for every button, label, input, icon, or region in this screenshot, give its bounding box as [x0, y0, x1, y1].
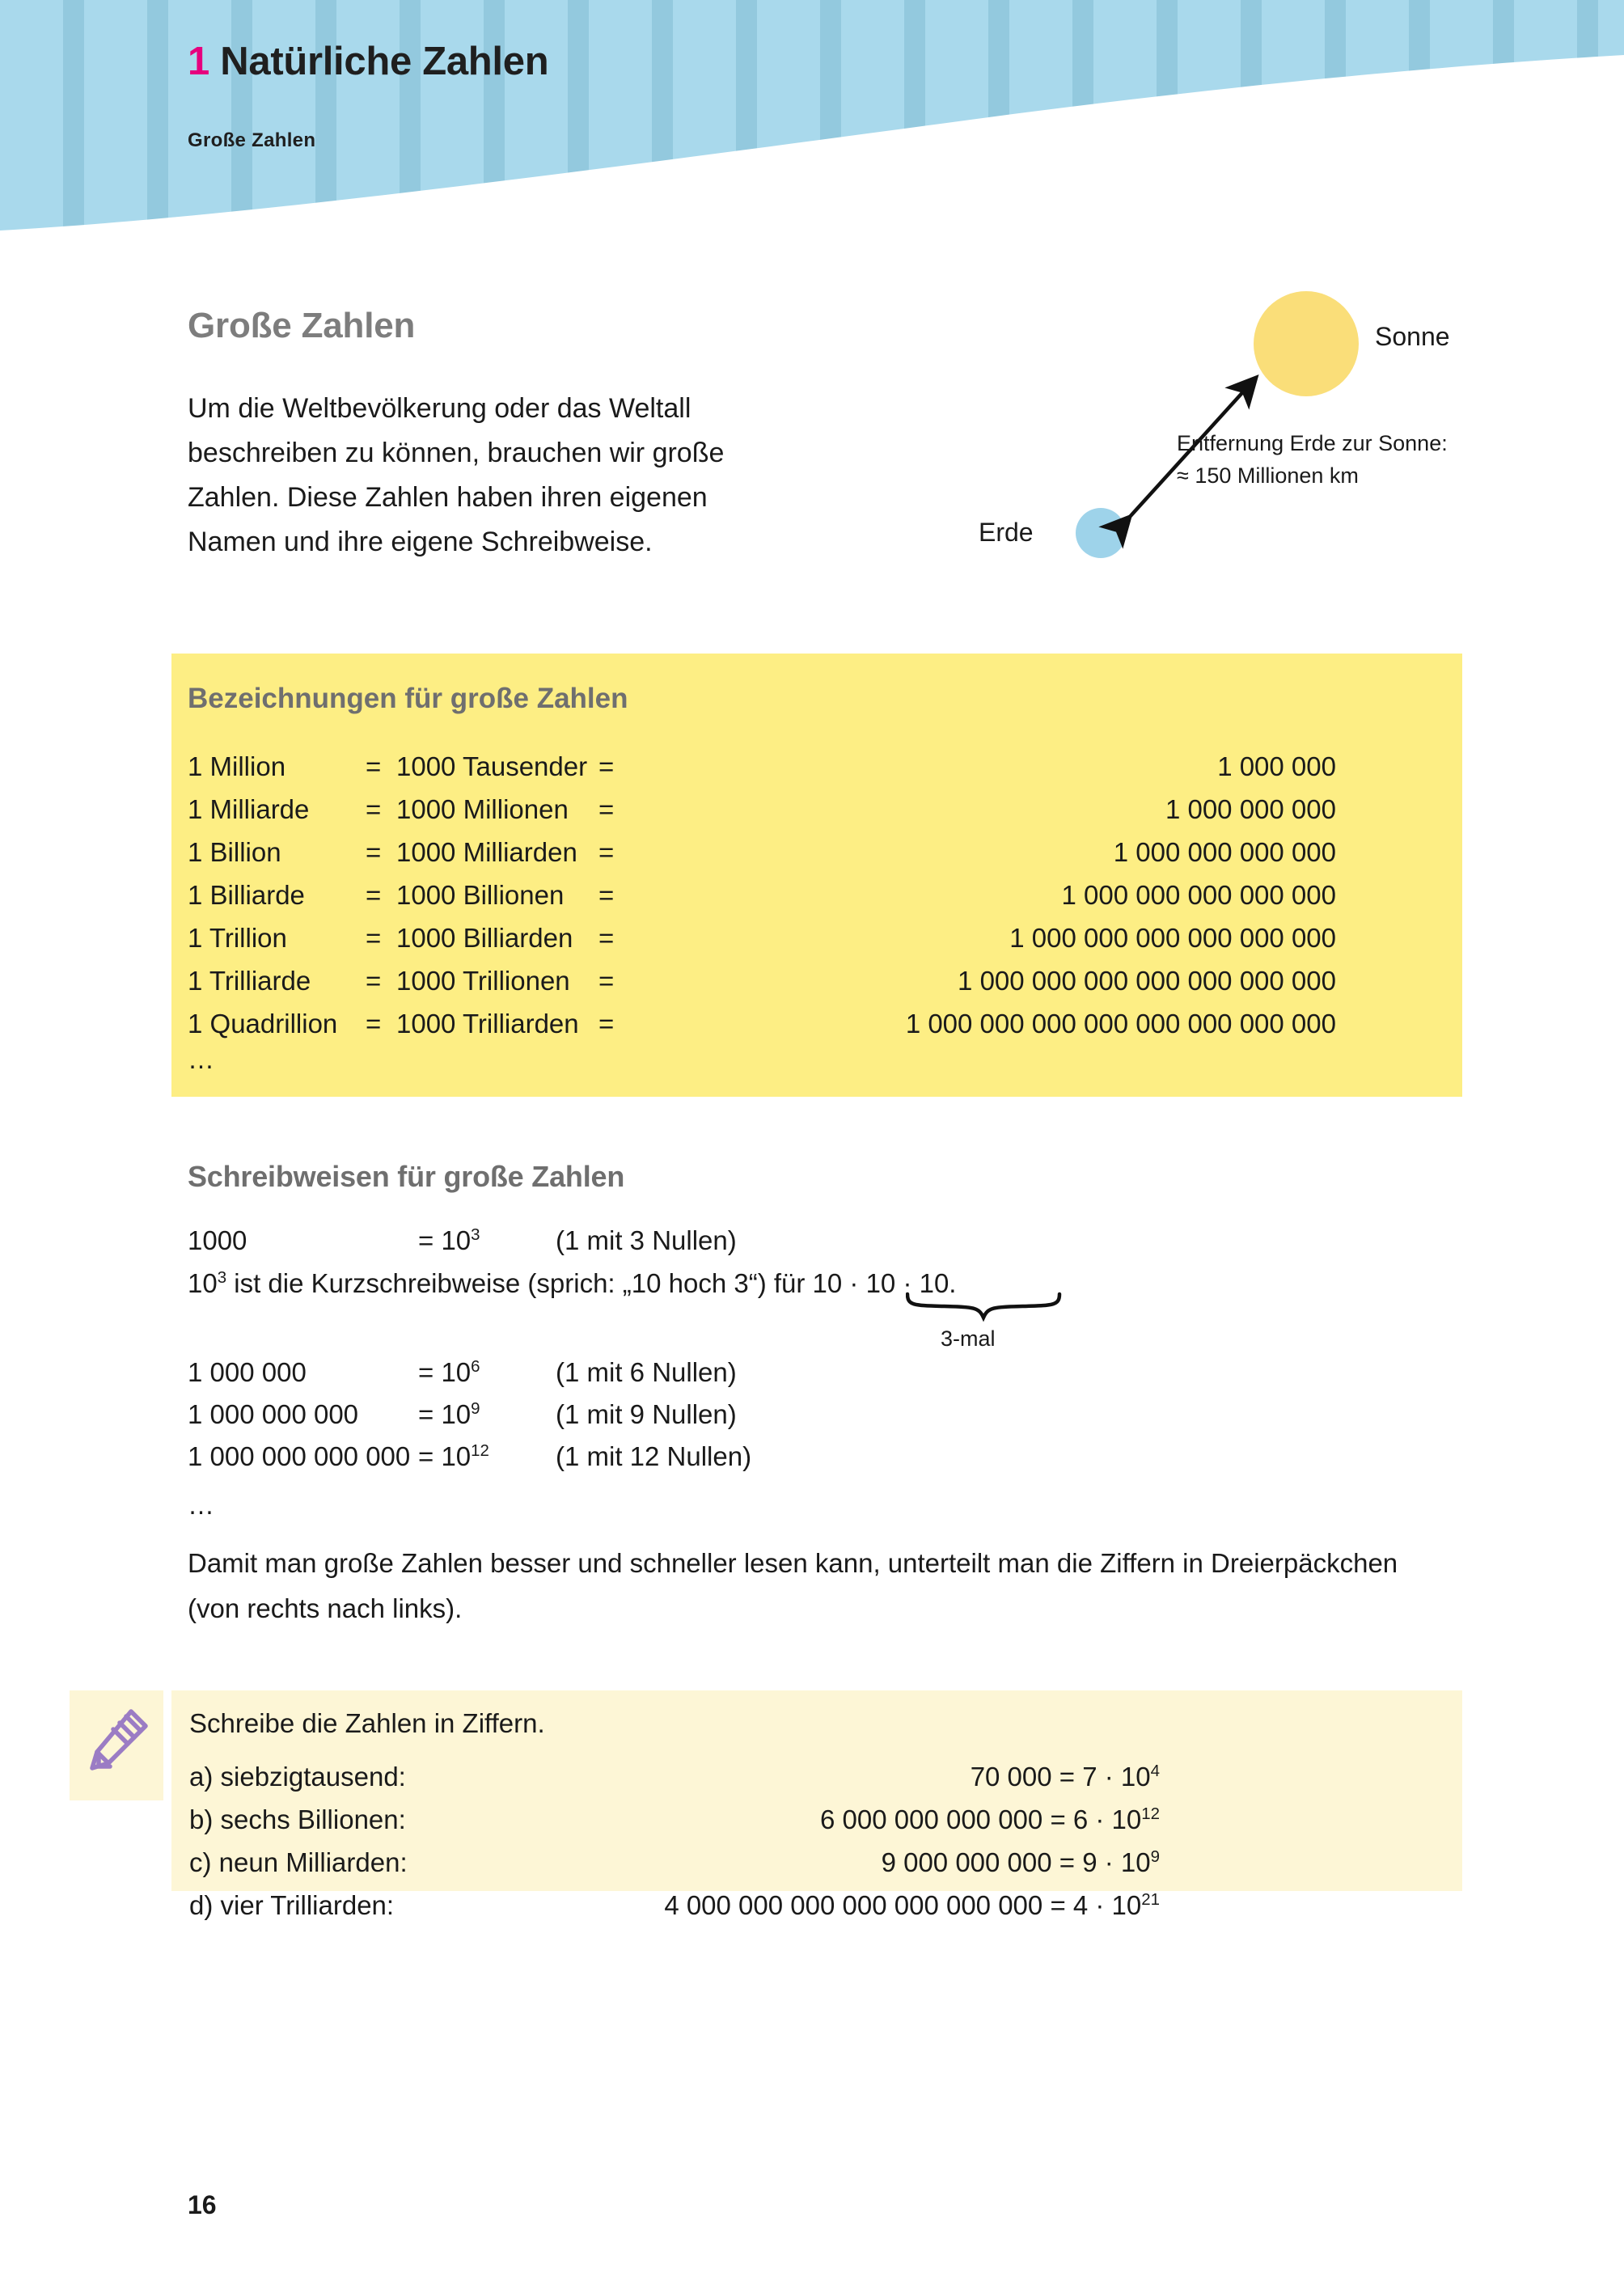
- bignum-equals: =: [598, 965, 615, 996]
- bignum-middle: 1000 Milliarden: [396, 836, 577, 867]
- exercise-exponent: 21: [1141, 1889, 1160, 1909]
- exercise-item-label: c) neun Milliarden:: [189, 1847, 408, 1877]
- power-note: (1 mit 3 Nullen): [556, 1225, 737, 1255]
- bignum-middle: 1000 Billiarden: [396, 922, 573, 953]
- pencil-icon: [81, 1705, 152, 1786]
- bignum-equals: =: [366, 836, 382, 867]
- exercise-item-answer: [432, 1841, 1160, 1884]
- power-note: (1 mit 9 Nullen): [556, 1399, 737, 1429]
- power-expression: [418, 1399, 480, 1430]
- exercise-number: 6 000 000 000 000: [820, 1804, 1043, 1834]
- kurz-rest: ist die Kurzschreibweise (sprich: „10 hoch 3“) für: [226, 1268, 813, 1298]
- power-value: 1 000 000 000 000: [188, 1441, 411, 1471]
- power-note: (1 mit 6 Nullen): [556, 1357, 737, 1387]
- exercise-icon-badge: [70, 1690, 163, 1800]
- bignum-name: 1 Million: [188, 751, 286, 781]
- chapter-number: 1: [188, 40, 209, 83]
- bignum-equals: =: [598, 922, 615, 953]
- header-subtitle: Große Zahlen: [188, 129, 316, 151]
- bignum-name: 1 Trilliarde: [188, 965, 311, 996]
- table-row: [188, 959, 1433, 1002]
- bignum-name: 1 Milliarde: [188, 793, 310, 824]
- bignum-equals: =: [366, 922, 382, 953]
- bignum-equals: =: [598, 793, 615, 824]
- power-value: 1 000 000: [188, 1357, 307, 1387]
- bignum-name: 1 Trillion: [188, 922, 287, 953]
- bignum-name: 1 Billion: [188, 836, 281, 867]
- distance-caption: [1177, 427, 1516, 492]
- bignum-digits: 1 000 000 000 000 000 000: [1009, 922, 1336, 953]
- exercise-equals: = 9 · 10: [1059, 1847, 1151, 1877]
- exercise-prompt: Schreibe die Zahlen in Ziffern.: [189, 1708, 545, 1738]
- kurz-exponent: 3: [217, 1268, 227, 1287]
- bignum-digits: 1 000 000 000 000 000: [1061, 879, 1336, 910]
- page-header-banner: [0, 0, 1624, 243]
- bignum-digits: 1 000 000 000 000 000 000 000: [958, 965, 1336, 996]
- exercise-equals: = 6 · 10: [1050, 1804, 1142, 1834]
- sun-label: Sonne: [1375, 322, 1450, 351]
- power-expression: [418, 1441, 489, 1472]
- power-base: = 10: [418, 1441, 472, 1471]
- distance-caption-line1: Entfernung Erde zur Sonne:: [1177, 431, 1448, 455]
- exercise-exponent: 9: [1150, 1847, 1160, 1866]
- dreierpaeckchen-paragraph: Damit man große Zahlen besser und schneller lesen kann, unterteilt man die Ziffern in Dreierpäckchen (von rechts nach links).: [188, 1548, 1398, 1623]
- power-value: 1000: [188, 1225, 247, 1255]
- power-expression: = $10^3$: [418, 1225, 480, 1255]
- exercise-equals: = 7 · 10: [1059, 1761, 1151, 1792]
- table-row: [188, 1002, 1433, 1045]
- exercise-number: 4 000 000 000 000 000 000 000: [664, 1889, 1043, 1920]
- exercise-item-answer: [432, 1755, 1160, 1798]
- bignum-equals: =: [366, 751, 382, 781]
- power-expression: [418, 1357, 480, 1388]
- power-notation-first-row-group: [188, 1225, 1158, 1267]
- bignum-name: 1 Quadrillion: [188, 1008, 338, 1039]
- distance-caption-line2: ≈ 150 Millionen km: [1177, 463, 1359, 488]
- table-row: [188, 874, 1433, 916]
- exercise-equals: = 4 · 10: [1050, 1889, 1142, 1920]
- exercise-exponent: 4: [1150, 1761, 1160, 1780]
- bignum-equals: =: [598, 879, 615, 910]
- table-row: [188, 916, 1433, 959]
- bignum-equals: =: [366, 879, 382, 910]
- earth-label: Erde: [979, 518, 1034, 547]
- bignum-digits: 1 000 000 000 000 000 000 000 000: [905, 1008, 1336, 1039]
- bignum-name: 1 Billiarde: [188, 879, 305, 910]
- list-item: [189, 1755, 1160, 1798]
- exercise-item-label: a) siebzigtausend:: [189, 1761, 406, 1792]
- page-number: 16: [188, 2190, 217, 2219]
- table-row: [188, 831, 1433, 874]
- power-exponent: 12: [471, 1441, 489, 1460]
- sun-earth-diagram: [890, 275, 1537, 599]
- power-row: [188, 1441, 1158, 1483]
- list-item: [189, 1884, 1160, 1927]
- table-row: [188, 788, 1433, 831]
- power-value: 1 000 000 000: [188, 1399, 359, 1429]
- table-row: [188, 745, 1433, 788]
- section-heading-grosse-zahlen: Große Zahlen: [188, 306, 416, 345]
- section-heading-schreibweisen: Schreibweisen für große Zahlen: [188, 1160, 625, 1193]
- definition-box-title: Bezeichnungen für große Zahlen: [188, 683, 628, 714]
- list-item: [189, 1798, 1160, 1841]
- power-row: [188, 1225, 1158, 1267]
- definition-box-ellipsis: …: [188, 1044, 217, 1074]
- bignum-middle: 1000 Trilliarden: [396, 1008, 579, 1039]
- chapter-title-text: Natürliche Zahlen: [220, 40, 549, 83]
- brace-label: 3-mal: [941, 1326, 996, 1351]
- bignum-equals: =: [598, 751, 615, 781]
- power-base: = 10: [418, 1399, 472, 1429]
- bignum-equals: =: [366, 1008, 382, 1039]
- power-note: (1 mit 12 Nullen): [556, 1441, 752, 1471]
- bignum-equals: =: [598, 836, 615, 867]
- exercise-number: 9 000 000 000: [881, 1847, 1052, 1877]
- exercise-exponent: 12: [1141, 1804, 1160, 1823]
- power-exponent: 3: [471, 1225, 480, 1244]
- power-exponent: 9: [471, 1399, 480, 1418]
- power-row: [188, 1399, 1158, 1441]
- big-number-names-table: [188, 745, 1433, 1045]
- exercise-item-answer: [432, 1798, 1160, 1841]
- power-base: = 10: [418, 1357, 472, 1387]
- exercise-item-label: d) vier Trilliarden:: [189, 1889, 395, 1920]
- exercise-answers-table: [189, 1755, 1160, 1927]
- exercise-item-answer: [432, 1884, 1160, 1927]
- bignum-digits: 1 000 000: [1217, 751, 1336, 781]
- intro-paragraph: Um die Weltbevölkerung oder das Weltall beschreiben zu können, brauchen wir große Zahlen. Diese Zahlen haben ihren eigenen Namen und ihre eigene Schreibweise.: [188, 393, 725, 557]
- bignum-middle: 1000 Millionen: [396, 793, 569, 824]
- exercise-item-label: b) sechs Billionen:: [189, 1804, 406, 1834]
- bignum-digits: 1 000 000 000: [1165, 793, 1336, 824]
- power-exponent: 6: [471, 1357, 480, 1376]
- bignum-equals: =: [366, 965, 382, 996]
- bignum-middle: 1000 Billionen: [396, 879, 565, 910]
- header-curve-mask: [0, 0, 1624, 243]
- power-row: [188, 1357, 1158, 1399]
- bignum-equals: =: [598, 1008, 615, 1039]
- kurzschreibweise-explanation: [188, 1268, 1320, 1299]
- bignum-middle: 1000 Tausender: [396, 751, 588, 781]
- bignum-middle: 1000 Trillionen: [396, 965, 570, 996]
- power-notation-ellipsis: …: [188, 1490, 217, 1520]
- kurz-product: 10 · 10 · 10.: [812, 1268, 957, 1298]
- exercise-number: 70 000: [970, 1761, 1052, 1792]
- power-notation-rows-group: [188, 1357, 1158, 1483]
- bignum-digits: 1 000 000 000 000: [1113, 836, 1336, 867]
- list-item: [189, 1841, 1160, 1884]
- kurz-prefix: 10: [188, 1268, 218, 1298]
- chapter-title: [188, 39, 548, 84]
- bignum-equals: =: [366, 793, 382, 824]
- definition-box-bezeichnungen: [171, 654, 1462, 1097]
